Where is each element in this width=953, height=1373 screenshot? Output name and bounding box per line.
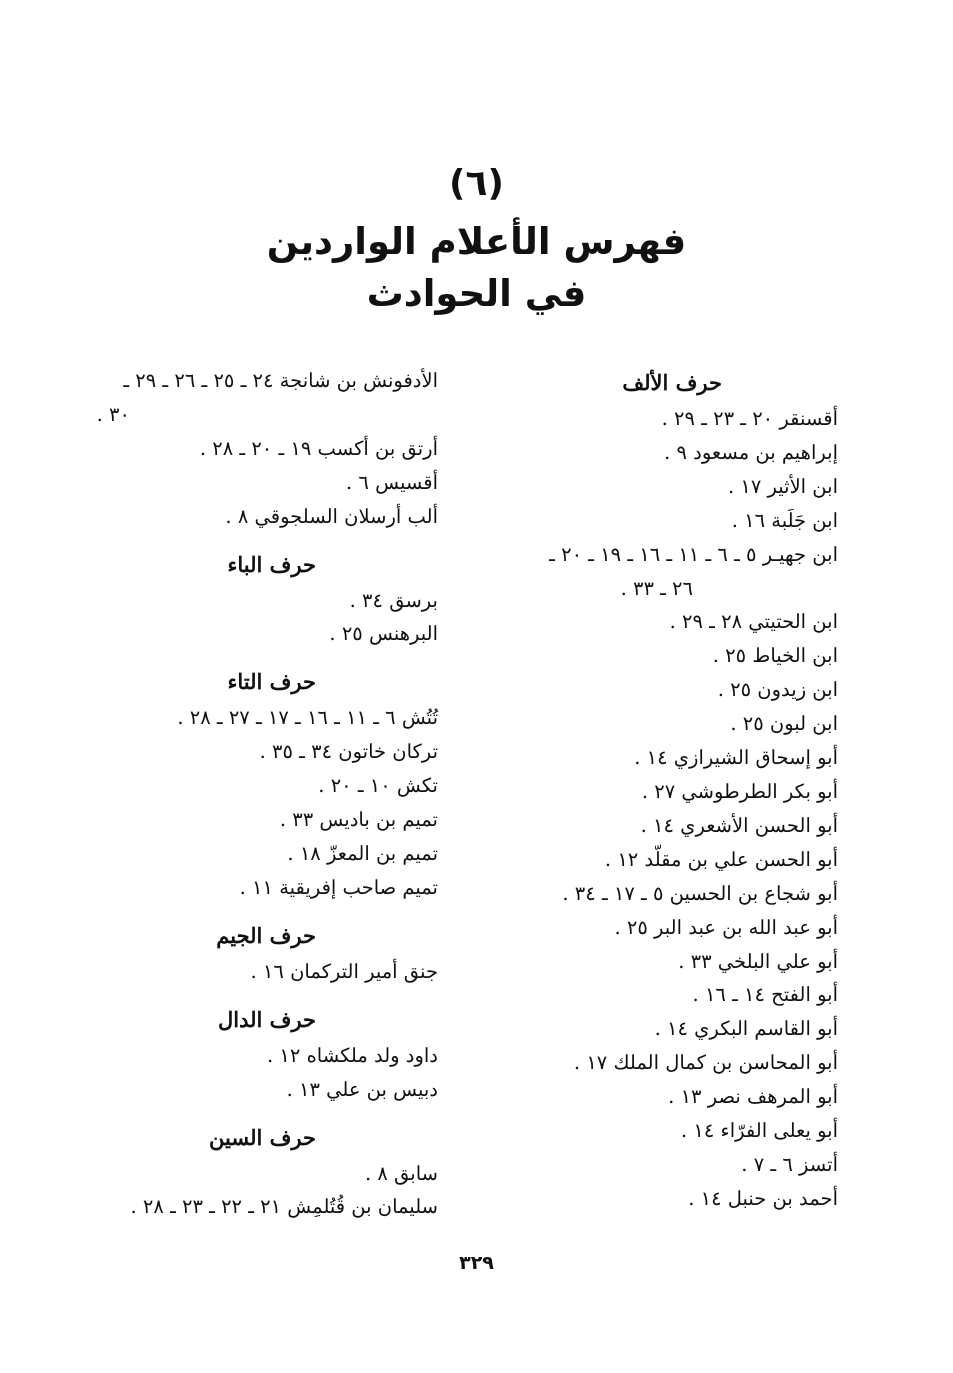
index-entry: تميم بن المعزّ ١٨ . [287,841,438,865]
index-entry: أرتق بن أكسب ١٩ ـ ٢٠ ـ ٢٨ . [199,436,438,460]
page-subtitle: في الحوادث [366,272,587,315]
index-entry: إبراهيم بن مسعود ٩ . [664,440,838,464]
index-entry: تميم صاحب إفريقية ١١ . [239,875,438,899]
index-entry: تركان خاتون ٣٤ ـ ٣٥ . [259,740,438,764]
index-entry: أتسز ٦ ـ ٧ . [741,1152,838,1176]
index-entry: ابن الخياط ٢٥ . [712,644,838,668]
index-entry: أبو يعلى الفرّاء ١٤ . [681,1119,838,1143]
section-heading-ba: حرف الباء [227,551,316,577]
index-entry: أبو المحاسن بن كمال الملك ١٧ . [573,1051,838,1075]
index-column-left [83,364,438,1224]
section-heading-jim: حرف الجيم [216,922,316,948]
index-entry: دبيس بن علي ١٣ . [286,1077,438,1101]
index-entry: ابن جَلَبة ١٦ . [731,508,838,532]
index-entry: أبو شجاع بن الحسين ٥ ـ ١٧ ـ ٣٤ . [562,881,838,905]
page-number: ٣٢٩ [459,1252,494,1274]
index-entry: برسق ٣٤ . [349,588,438,612]
index-entry: أحمد بن حنبل ١٤ . [688,1186,838,1210]
index-entry: أقسيس ٦ . [346,470,438,494]
index-entry-continuation: ٣٠ . [96,402,130,426]
index-entry: تُتُش ٦ ـ ١١ ـ ١٦ ـ ١٧ ـ ٢٧ ـ ٢٨ . [177,706,438,730]
index-entry: أبو الحسن علي بن مقلّد ١٢ . [604,847,838,871]
index-column-right [488,364,838,1216]
chapter-number: (٦) [449,163,504,204]
section-heading-ta: حرف التاء [227,669,316,695]
index-entry: سابق ٨ . [364,1161,438,1185]
section-heading-dal: حرف الدال [218,1006,316,1032]
index-entry: ابن زيدون ٢٥ . [717,678,838,702]
section-heading-alif: حرف الألف [622,370,722,395]
index-entry: ابن الأثير ١٧ . [727,474,838,498]
index-entry: أبو الفتح ١٤ ـ ١٦ . [692,983,838,1007]
section-heading-sin: حرف السين [209,1124,316,1150]
index-entry: أبو المرهف نصر ١٣ . [668,1085,838,1109]
index-entry: ابن لبون ٢٥ . [730,712,838,736]
index-entry: جنق أمير التركمان ١٦ . [250,959,438,983]
index-entry: داود ولد ملكشاه ١٢ . [267,1043,438,1067]
index-entry: أبو الحسن الأشعري ١٤ . [640,813,838,837]
index-entry: أبو عبد الله بن عبد البر ٢٥ . [614,915,838,939]
index-entry: أقسنقر ٢٠ ـ ٢٣ ـ ٢٩ . [661,407,838,430]
index-entry: تكش ١٠ ـ ٢٠ . [318,774,438,798]
index-entry: ابن الحتيتي ٢٨ ـ ٢٩ . [669,610,838,634]
index-entry: أبو القاسم البكري ١٤ . [654,1017,838,1041]
index-entry-continuation: ٢٦ ـ ٣٣ . [620,576,693,600]
index-entry: أبو إسحاق الشيرازي ١٤ . [634,746,838,770]
index-entry: البرهنس ٢٥ . [329,622,438,646]
index-entry: تميم بن باديس ٣٣ . [279,808,438,832]
index-entry: ألب أرسلان السلجوقي ٨ . [225,504,438,528]
page-title: فهرس الأعلام الواردين [266,220,687,263]
index-entry: سليمان بن قُتُلمِش ٢١ ـ ٢٢ ـ ٢٣ ـ ٢٨ . [130,1195,438,1219]
index-entry: ابن جهيـر ٥ ـ ٦ ـ ١١ ـ ١٦ ـ ١٩ ـ ٢٠ ـ [549,542,838,566]
index-entry: أبو علي البلخي ٣٣ . [678,949,838,973]
index-entry: الأدفونش بن شانجة ٢٤ ـ ٢٥ ـ ٢٦ ـ ٢٩ ـ [123,369,438,392]
index-entry: أبو بكر الطرطوشي ٢٧ . [641,779,838,803]
